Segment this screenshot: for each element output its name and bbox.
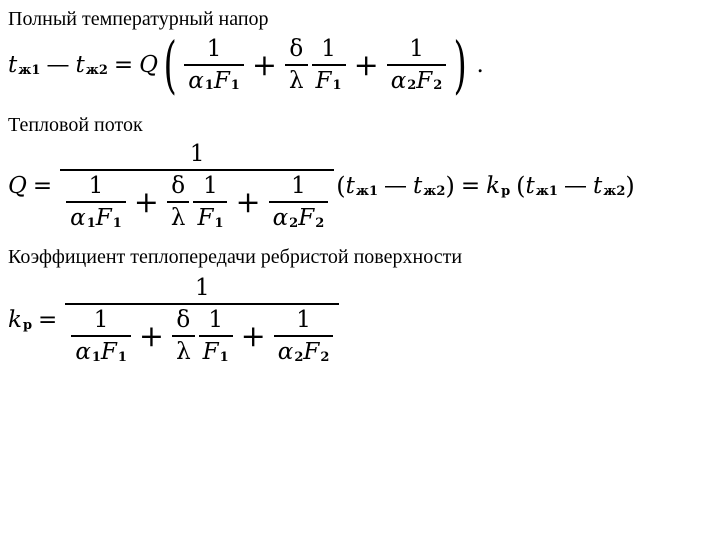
fraction-main [65, 276, 339, 364]
plus-sign: + [133, 184, 159, 220]
sub-2: 2 [433, 78, 443, 94]
var-t: t [413, 173, 423, 200]
sub-1: 1 [112, 215, 122, 231]
var-alpha: α [188, 68, 204, 94]
plus-sign: + [353, 47, 379, 83]
var-t: t [592, 173, 603, 200]
fraction-delta-lambda [172, 308, 195, 364]
denominator: λ [288, 68, 304, 94]
numerator: 1 [409, 35, 424, 62]
numerator: 1 [189, 141, 205, 167]
var-F: F [303, 339, 320, 366]
right-paren: ) [453, 28, 468, 101]
sub-2: 2 [289, 215, 299, 231]
minus-sign: — [384, 173, 408, 200]
var-F: F [100, 339, 117, 366]
denominator: λ [176, 339, 191, 366]
sub-zh1: ж1 [18, 62, 41, 78]
sub-zh1: ж1 [355, 183, 379, 199]
sub-zh1: ж1 [535, 183, 558, 199]
sub-1: 1 [214, 215, 224, 231]
minus-sign: — [46, 52, 70, 78]
formula-heat-flow [8, 142, 635, 230]
var-F: F [197, 205, 214, 232]
sub-zh2: ж2 [85, 62, 108, 78]
left-paren: ( [336, 172, 346, 201]
denominator [193, 203, 227, 230]
numerator: 1 [206, 35, 222, 62]
var-F: F [213, 68, 230, 94]
sub-2: 2 [320, 349, 330, 365]
plus-sign: + [235, 184, 261, 220]
var-Q: Q [8, 173, 27, 200]
denominator: λ [170, 205, 186, 232]
var-k: k [8, 307, 22, 334]
denominator [199, 337, 233, 364]
sub-2: 2 [294, 349, 304, 365]
formula-finned-coefficient [8, 276, 341, 364]
sub-1: 1 [219, 349, 229, 365]
equals-sign: = [113, 52, 134, 78]
var-alpha: α [390, 68, 407, 94]
sub-1: 1 [86, 215, 96, 231]
left-paren: ( [516, 172, 526, 201]
left-paren: ( [163, 28, 177, 101]
sub-1: 1 [230, 78, 240, 94]
equals-sign: = [460, 173, 481, 200]
var-F: F [416, 68, 433, 94]
period: . [476, 52, 484, 78]
sub-zh2: ж2 [603, 183, 626, 199]
sub-1: 1 [91, 349, 101, 365]
numerator: 1 [195, 275, 210, 301]
plus-sign: + [138, 318, 165, 354]
numerator: 1 [208, 307, 223, 334]
equals-sign: = [32, 173, 53, 200]
fraction-1-alpha1F1 [184, 37, 244, 93]
denominator [274, 337, 334, 364]
sub-1: 1 [332, 78, 342, 94]
sub-p: р [22, 317, 33, 333]
var-F: F [95, 205, 112, 232]
fraction-1-F1 [312, 37, 346, 93]
sub-2: 2 [315, 215, 325, 231]
fraction-1-alpha1F1 [66, 174, 126, 230]
heading-finned-surface-coefficient: Коэффициент теплопередачи ребристой поверхности [8, 246, 463, 268]
sub-zh2: ж2 [423, 183, 446, 199]
denominator [269, 203, 329, 230]
numerator: 1 [321, 35, 336, 62]
fraction-1-alpha2F2 [274, 308, 334, 364]
var-t: t [75, 52, 85, 78]
sub-p: р [501, 183, 511, 199]
fraction-1-F1 [199, 308, 233, 364]
var-F: F [315, 68, 332, 94]
plus-sign: + [251, 47, 277, 83]
formula-temperature-head [8, 28, 484, 101]
var-t: t [525, 173, 535, 200]
denominator [60, 171, 334, 230]
fraction-1-alpha2F2 [269, 174, 329, 230]
var-k: k [486, 173, 501, 200]
sub-1: 1 [117, 349, 127, 365]
denominator [65, 305, 339, 364]
heading-heat-flow: Тепловой поток [8, 114, 143, 136]
fraction-delta-lambda [167, 174, 190, 230]
minus-sign: — [563, 173, 587, 200]
numerator: 1 [203, 173, 218, 200]
numerator: δ [171, 173, 186, 200]
var-alpha: α [75, 339, 91, 366]
plus-sign: + [240, 318, 266, 354]
equals-sign: = [38, 307, 58, 334]
numerator: 1 [296, 307, 311, 334]
var-F: F [298, 205, 315, 232]
fraction-1-F1 [193, 174, 227, 230]
numerator: δ [289, 35, 304, 62]
heading-total-temperature-head: Полный температурный напор [8, 8, 269, 30]
var-alpha: α [272, 205, 289, 232]
right-paren: ) [625, 172, 635, 201]
fraction-1-alpha1F1 [71, 308, 131, 364]
right-paren: ) [445, 172, 455, 201]
denominator [387, 66, 447, 93]
fraction-1-alpha2F2 [387, 37, 447, 93]
sub-2: 2 [407, 78, 417, 94]
denominator [184, 66, 244, 93]
numerator: δ [176, 307, 191, 334]
numerator: 1 [88, 173, 104, 200]
var-alpha: α [277, 339, 294, 366]
var-t: t [345, 173, 355, 200]
fraction-main [60, 142, 334, 230]
var-t: t [8, 52, 18, 78]
var-F: F [202, 339, 219, 366]
var-Q: Q [139, 52, 159, 78]
denominator [66, 203, 126, 230]
sub-1: 1 [204, 78, 214, 94]
var-alpha: α [70, 205, 86, 232]
numerator: 1 [93, 307, 109, 334]
fraction-delta-lambda [285, 37, 308, 93]
denominator [71, 337, 131, 364]
denominator [312, 66, 346, 93]
numerator: 1 [291, 173, 306, 200]
